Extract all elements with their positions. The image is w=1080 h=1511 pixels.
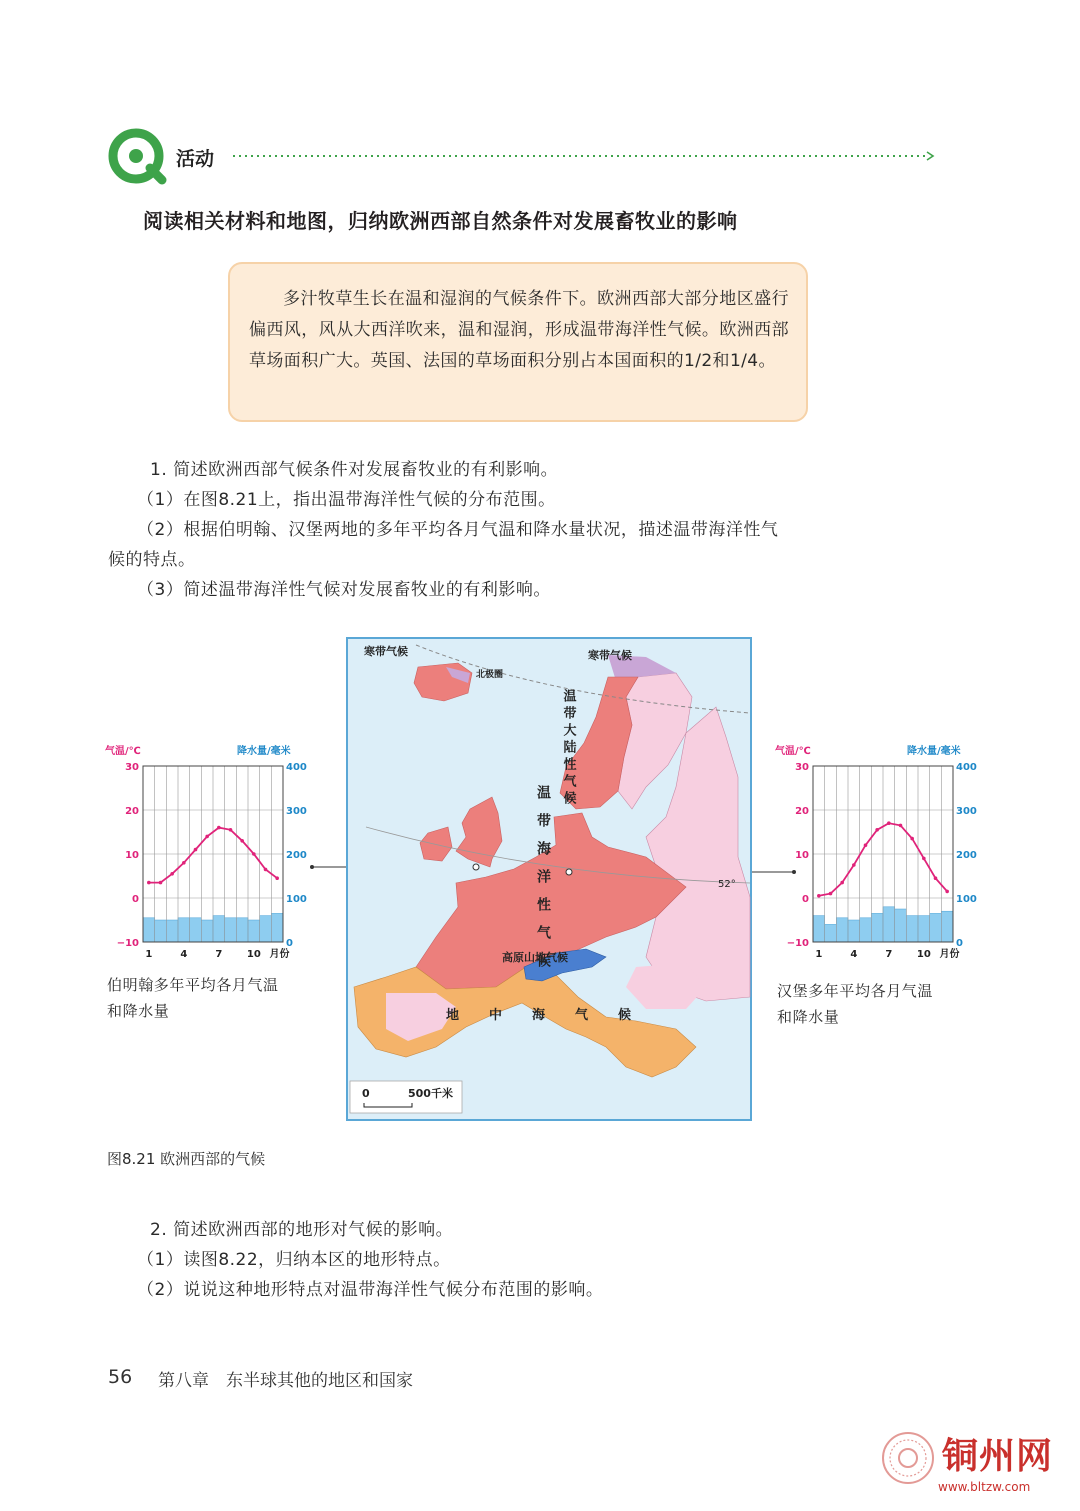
- hamburg-marker: [566, 869, 572, 875]
- map-label-lat: 52°: [718, 879, 736, 890]
- map-label-oceanic: 温带海洋性气候: [535, 785, 551, 981]
- temperature-point: [875, 828, 879, 832]
- month-tick-label: 7: [215, 949, 223, 960]
- temperature-point: [945, 890, 949, 894]
- reading-material-text: 多汁牧草生长在温和湿润的气候条件下。欧洲西部大部分地区盛行偏西风，风从大西洋吹来，温和湿润，形成温带海洋性气候。欧洲西部草场面积广大。英国、法国的草场面积分别占本国面积的1/2和1/4。: [249, 289, 789, 371]
- temperature-point: [217, 826, 221, 830]
- temperature-tick-label: 10: [125, 850, 139, 861]
- temperature-point: [205, 835, 209, 839]
- precipitation-tick-label: 300: [956, 806, 977, 817]
- map-label-cold-left: 寒带气候: [364, 645, 408, 658]
- precipitation-bar: [860, 918, 872, 942]
- activity-heading: 阅读相关材料和地图，归纳欧洲西部自然条件对发展畜牧业的影响: [143, 209, 738, 233]
- question-2-a: （1）读图8.22，归纳本区的地形特点。: [137, 1250, 451, 1270]
- hamburg-caption-line2: 和降水量: [777, 1008, 840, 1026]
- temperature-tick-label: 30: [125, 762, 139, 773]
- site-watermark: [876, 1426, 1066, 1506]
- precipitation-bar: [201, 920, 213, 942]
- temperature-tick-label: 20: [125, 806, 139, 817]
- month-axis-title: 月份: [939, 949, 960, 960]
- birmingham-climate-chart: [103, 742, 318, 972]
- month-tick-label: 7: [885, 949, 893, 960]
- precipitation-bar: [271, 913, 283, 942]
- precipitation-bar: [813, 916, 825, 942]
- temperature-point: [852, 863, 856, 867]
- precipitation-tick-label: 0: [956, 938, 963, 949]
- precipitation-bar: [225, 918, 237, 942]
- precipitation-tick-label: 100: [956, 894, 977, 905]
- precipitation-bar: [848, 920, 860, 942]
- question-2: 2. 简述欧洲西部的地形对气候的影响。: [150, 1220, 454, 1240]
- precipitation-bar: [836, 918, 848, 942]
- scale-zero-label: 0: [362, 1087, 370, 1100]
- question-2-b: （2）说说这种地形特点对温带海洋性气候分布范围的影响。: [137, 1280, 604, 1300]
- precipitation-tick-label: 100: [286, 894, 307, 905]
- temperature-point: [170, 872, 174, 876]
- precipitation-bar: [190, 918, 202, 942]
- birmingham-caption: 伯明翰多年平均各月气温: [107, 976, 279, 994]
- scale-distance-label: 500千米: [408, 1087, 453, 1100]
- figure-caption: 图8.21 欧洲西部的气候: [107, 1150, 266, 1168]
- month-axis-title: 月份: [269, 949, 290, 960]
- precipitation-tick-label: 300: [286, 806, 307, 817]
- precipitation-bar: [166, 920, 178, 942]
- precipitation-tick-label: 400: [286, 762, 307, 773]
- temperature-tick-label: 30: [795, 762, 809, 773]
- map-label-arctic: 北极圈: [476, 670, 504, 680]
- precipitation-bar: [155, 920, 167, 942]
- precipitation-bar: [930, 913, 942, 942]
- month-tick-label: 1: [815, 949, 823, 960]
- watermark-seal-icon: [880, 1430, 936, 1486]
- precipitation-bar: [260, 916, 272, 942]
- precipitation-tick-label: 0: [286, 938, 293, 949]
- birmingham-marker: [473, 864, 479, 870]
- month-tick-label: 4: [180, 949, 188, 960]
- temperature-tick-label: −10: [116, 938, 139, 949]
- month-tick-label: 1: [145, 949, 153, 960]
- temperature-axis-title: 气温/℃: [105, 746, 141, 757]
- question-1-c: （3）简述温带海洋性气候对发展畜牧业的有利影响。: [137, 580, 551, 600]
- hamburg-caption: 汉堡多年平均各月气温: [777, 982, 934, 1000]
- europe-climate-map: [346, 637, 752, 1121]
- precipitation-bar: [236, 918, 248, 942]
- temperature-point: [252, 852, 256, 856]
- precipitation-bar: [213, 916, 225, 942]
- birmingham-caption-line2: 和降水量: [107, 1002, 170, 1020]
- question-1-b-cont: 候的特点。: [108, 550, 196, 570]
- map-label-continental: 温带大陆性气候: [560, 689, 576, 808]
- activity-title: 活动: [176, 148, 215, 170]
- precipitation-tick-label: 200: [286, 850, 307, 861]
- precipitation-axis-title: 降水量/毫米: [237, 746, 291, 757]
- precipitation-bar: [143, 918, 155, 942]
- temperature-tick-label: 10: [795, 850, 809, 861]
- temperature-point: [899, 824, 903, 828]
- precipitation-tick-label: 200: [956, 850, 977, 861]
- map-label-mediterranean: 地中海气候: [446, 1008, 662, 1023]
- watermark-name: 铜州网: [942, 1435, 1054, 1477]
- precipitation-bar: [906, 916, 918, 942]
- precipitation-bar: [883, 907, 895, 942]
- temperature-point: [182, 861, 186, 865]
- temperature-point: [264, 868, 268, 872]
- precipitation-bar: [895, 909, 907, 942]
- chapter-title: 第八章 东半球其他的地区和国家: [158, 1371, 413, 1391]
- temperature-point: [910, 837, 914, 841]
- map-label-mountain: 高原山地气候: [502, 951, 568, 964]
- page-number: 56: [108, 1366, 133, 1388]
- precipitation-bar: [825, 924, 837, 942]
- hamburg-climate-chart: [773, 742, 988, 972]
- question-1: 1. 简述欧洲西部气候条件对发展畜牧业的有利影响。: [150, 460, 559, 480]
- precipitation-bar: [178, 918, 190, 942]
- temperature-point: [887, 821, 891, 825]
- temperature-tick-label: 0: [132, 894, 139, 905]
- precipitation-tick-label: 400: [956, 762, 977, 773]
- temperature-point: [934, 876, 938, 880]
- precipitation-bar: [918, 916, 930, 942]
- temperature-point: [840, 881, 844, 885]
- temperature-tick-label: 0: [802, 894, 809, 905]
- temperature-point: [229, 828, 233, 832]
- map-scale-bar: [350, 1081, 462, 1113]
- temperature-tick-label: −10: [786, 938, 809, 949]
- temperature-point: [922, 857, 926, 861]
- temperature-point: [817, 894, 821, 898]
- precipitation-axis-title: 降水量/毫米: [907, 746, 961, 757]
- temperature-point: [275, 876, 279, 880]
- month-tick-label: 10: [916, 949, 931, 960]
- map-label-cold-right: 寒带气候: [588, 649, 632, 662]
- question-1-a: （1）在图8.21上，指出温带海洋性气候的分布范围。: [137, 490, 556, 510]
- month-tick-label: 4: [850, 949, 858, 960]
- precipitation-bar: [941, 911, 953, 942]
- temperature-point: [864, 843, 868, 847]
- temperature-point: [240, 839, 244, 843]
- temperature-tick-label: 20: [795, 806, 809, 817]
- temperature-axis-title: 气温/℃: [775, 746, 811, 757]
- temperature-point: [829, 892, 833, 896]
- question-1-b: （2）根据伯明翰、汉堡两地的多年平均各月气温和降水量状况，描述温带海洋性气: [137, 520, 779, 540]
- temperature-point: [147, 881, 151, 885]
- month-tick-label: 10: [246, 949, 261, 960]
- temperature-point: [194, 848, 198, 852]
- precipitation-bar: [248, 920, 260, 942]
- precipitation-bar: [871, 913, 883, 942]
- temperature-point: [159, 881, 163, 885]
- watermark-url: www.bltzw.com: [938, 1480, 1031, 1494]
